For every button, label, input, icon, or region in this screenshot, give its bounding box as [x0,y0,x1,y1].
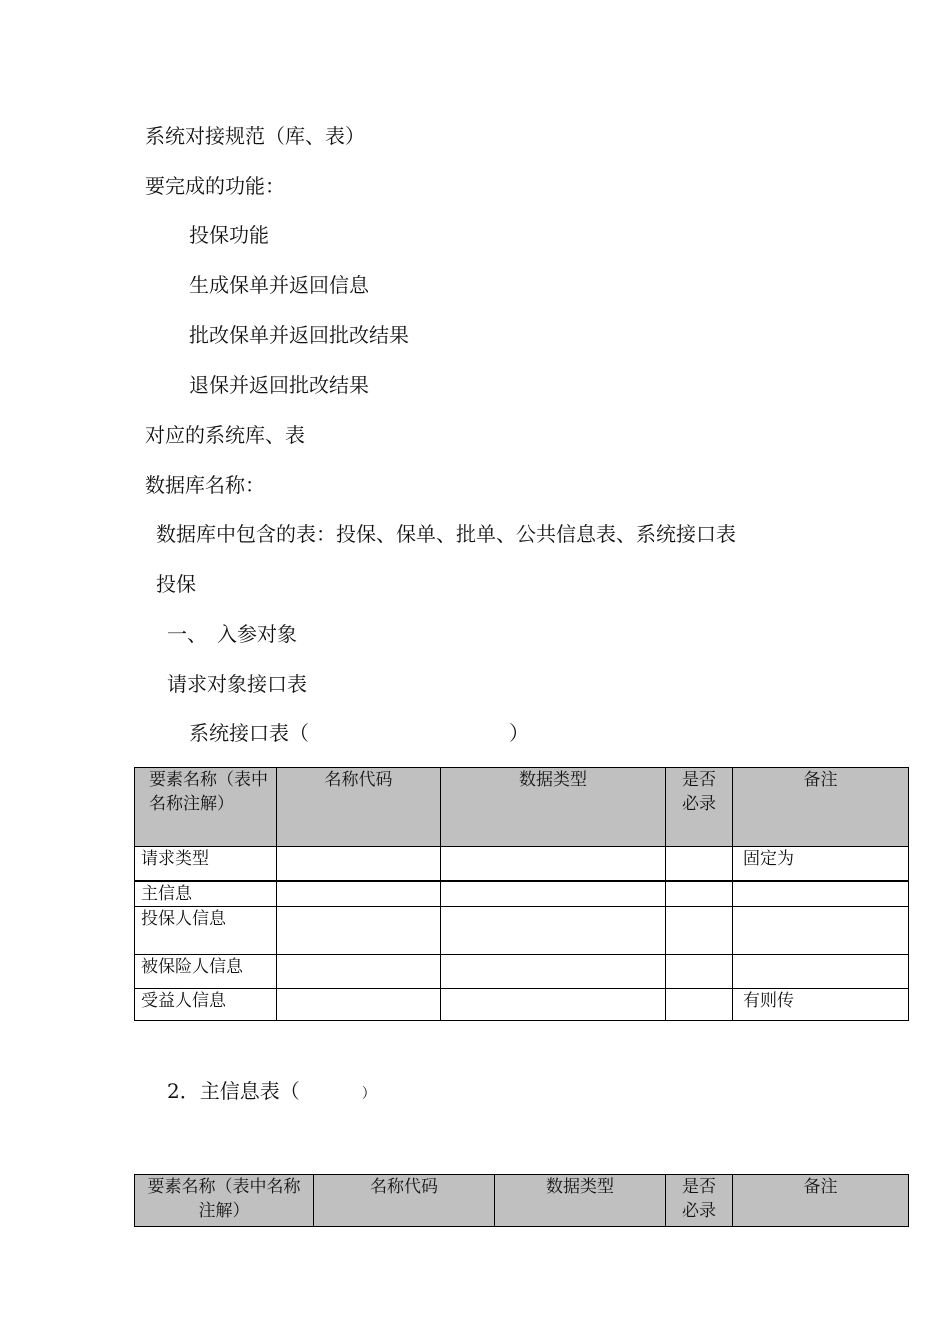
table-cell: 有则传 [733,989,909,1021]
document-heading: 系统对接规范（库、表） [145,124,365,148]
table-cell [666,989,733,1021]
functions-title: 要完成的功能： [145,174,285,198]
table-cell: 投保人信息 [135,907,277,955]
header-cell: 要素名称（表中名称注解） [135,768,277,847]
table-cell [441,955,666,989]
table-cell [666,881,733,907]
function-item: 生成保单并返回信息 [189,273,369,297]
table1-caption-close: ） [509,721,529,745]
header-cell: 名称代码 [277,768,441,847]
header-cell: 是否必录 [666,768,733,847]
table-cell [733,955,909,989]
table-row [135,989,909,1021]
header-cell: 备注 [733,1175,909,1227]
table-cell: 被保险人信息 [135,955,277,989]
section-heading: 一、 入参对象 [167,622,297,646]
table-cell [666,955,733,989]
header-cell: 数据类型 [441,768,666,847]
insure-title: 投保 [156,572,196,596]
table-cell: 请求类型 [135,847,277,881]
table2-caption-open: 2．主信息表（ [167,1079,300,1103]
db-name-label: 数据库名称： [145,473,265,497]
table-cell [277,881,441,907]
table-cell [441,989,666,1021]
main-info-table [134,1174,909,1227]
table1-caption-open: 系统接口表（ [189,721,309,745]
table-cell [666,847,733,881]
db-tables-line: 数据库中包含的表：投保、保单、批单、公共信息表、系统接口表 [156,522,736,546]
table-cell [733,881,909,907]
table-cell [277,847,441,881]
function-item: 投保功能 [189,223,269,247]
request-object-title: 请求对象接口表 [167,672,307,696]
table-cell [666,907,733,955]
table-cell [441,881,666,907]
table-cell: 固定为 [733,847,909,881]
table-row [135,955,909,989]
table-cell: 受益人信息 [135,989,277,1021]
header-cell: 数据类型 [495,1175,666,1227]
table-row [135,847,909,881]
table2-caption-close: ） [361,1086,376,1102]
table-cell [277,955,441,989]
header-cell: 要素名称（表中名称注解） [135,1175,314,1227]
table-row [135,881,909,907]
table-cell [277,989,441,1021]
table-header-row [135,1175,909,1227]
table-cell [277,907,441,955]
table-cell: 主信息 [135,881,277,907]
header-cell: 是否必录 [666,1175,733,1227]
table-row [135,907,909,955]
function-item: 退保并返回批改结果 [189,373,369,397]
table-cell [441,847,666,881]
table-cell [733,907,909,955]
table-header-row [135,768,909,847]
system-interface-table [134,767,909,1021]
function-item: 批改保单并返回批改结果 [189,323,409,347]
table1-caption [189,720,529,746]
header-cell: 备注 [733,768,909,847]
table-cell [441,907,666,955]
system-db-title: 对应的系统库、表 [145,423,305,447]
header-cell: 名称代码 [314,1175,495,1227]
table2-caption [167,1078,376,1107]
